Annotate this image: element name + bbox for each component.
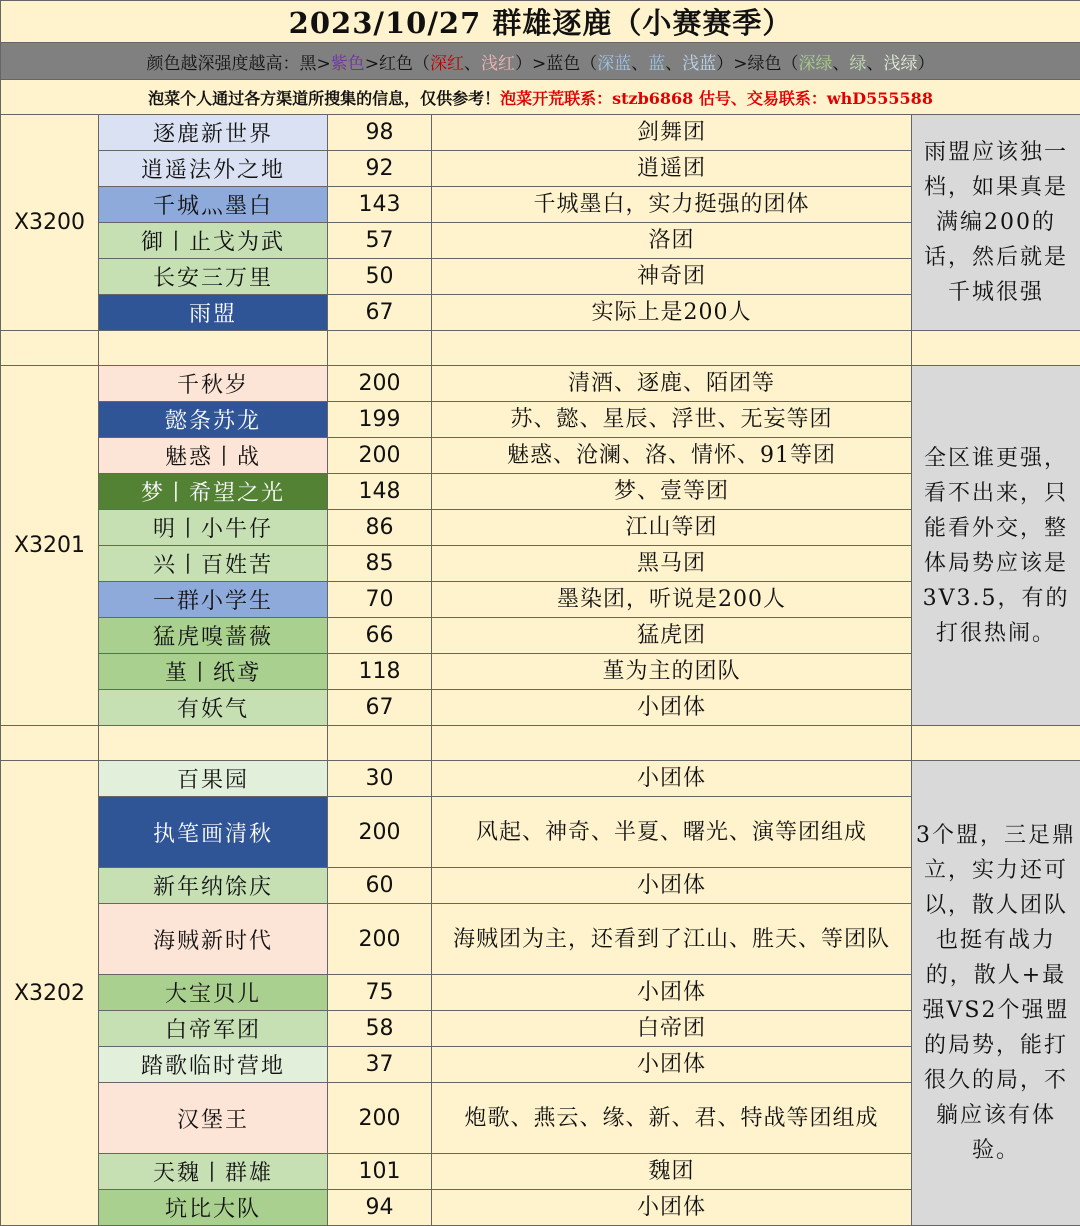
- alliance-name-cell: 兴丨百姓苦: [99, 546, 328, 582]
- member-count-cell: 67: [328, 690, 432, 726]
- server-note-cell: 全区谁更强，看不出来，只能看外交，整体局势应该是3V3.5，有的打很热闹。: [912, 366, 1080, 726]
- alliance-name-cell: 千秋岁: [99, 366, 328, 402]
- legend-green: 绿: [850, 54, 867, 74]
- member-count-cell: 86: [328, 510, 432, 546]
- legend-deep-green: 深绿: [799, 54, 833, 74]
- legend-separator: 、: [631, 54, 648, 74]
- legend-separator: 、: [833, 54, 850, 74]
- legend-green-text: ）>绿色（: [716, 54, 798, 74]
- alliance-name-cell: 堇丨纸鸢: [99, 654, 328, 690]
- server-note-cell: 雨盟应该独一档，如果真是满编200的话，然后就是千城很强: [912, 115, 1080, 331]
- empty-cell: [912, 726, 1080, 761]
- member-count-cell: 92: [328, 151, 432, 187]
- alliance-name-cell: 一群小学生: [99, 582, 328, 618]
- alliance-name-cell: 踏歌临时营地: [99, 1047, 328, 1083]
- description-cell: 千城墨白，实力挺强的团体: [432, 187, 912, 223]
- alliance-name-cell: 大宝贝儿: [99, 975, 328, 1011]
- member-count-cell: 60: [328, 868, 432, 904]
- alliance-name-cell: 新年纳馀庆: [99, 868, 328, 904]
- legend-separator: 、: [464, 54, 481, 74]
- description-cell: 小团体: [432, 868, 912, 904]
- legend-deep-red: 深红: [430, 54, 464, 74]
- alliance-name-cell: 魅惑丨战: [99, 438, 328, 474]
- table-row: [1, 761, 1080, 797]
- legend-suffix: ）: [918, 54, 935, 74]
- alliance-name-cell: 懿条苏龙: [99, 402, 328, 438]
- member-count-cell: 57: [328, 223, 432, 259]
- alliance-name-cell: 白帝军团: [99, 1011, 328, 1047]
- alliance-name-cell: 御丨止戈为武: [99, 223, 328, 259]
- server-cell: X3200: [1, 115, 99, 331]
- description-cell: 神奇团: [432, 259, 912, 295]
- info-banner: [1, 80, 1080, 115]
- alliance-name-cell: 逐鹿新世界: [99, 115, 328, 151]
- legend-purple: 紫色: [331, 54, 365, 74]
- member-count-cell: 75: [328, 975, 432, 1011]
- spacer-row: [1, 331, 1080, 366]
- empty-cell: [432, 331, 912, 366]
- legend-separator: 、: [665, 54, 682, 74]
- member-count-cell: 148: [328, 474, 432, 510]
- member-count-cell: 66: [328, 618, 432, 654]
- description-cell: 逍遥团: [432, 151, 912, 187]
- spacer-row: [1, 726, 1080, 761]
- description-cell: 小团体: [432, 975, 912, 1011]
- table-row: [1, 115, 1080, 151]
- description-cell: 小团体: [432, 1047, 912, 1083]
- description-cell: 小团体: [432, 761, 912, 797]
- description-cell: 炮歌、燕云、缘、新、君、特战等团组成: [432, 1083, 912, 1154]
- member-count-cell: 200: [328, 366, 432, 402]
- empty-cell: [1, 331, 99, 366]
- description-cell: 实际上是200人: [432, 295, 912, 331]
- legend-red-text: >红色（: [365, 54, 430, 74]
- description-cell: 风起、神奇、半夏、曙光、演等团组成: [432, 797, 912, 868]
- member-count-cell: 199: [328, 402, 432, 438]
- description-cell: 江山等团: [432, 510, 912, 546]
- member-count-cell: 85: [328, 546, 432, 582]
- member-count-cell: 30: [328, 761, 432, 797]
- legend-light-red: 浅红: [481, 54, 515, 74]
- description-cell: 魅惑、沧澜、洛、情怀、91等团: [432, 438, 912, 474]
- member-count-cell: 50: [328, 259, 432, 295]
- alliance-name-cell: 天魏丨群雄: [99, 1154, 328, 1190]
- member-count-cell: 58: [328, 1011, 432, 1047]
- alliance-name-cell: 有妖气: [99, 690, 328, 726]
- description-cell: 洛团: [432, 223, 912, 259]
- member-count-cell: 118: [328, 654, 432, 690]
- description-cell: 堇为主的团队: [432, 654, 912, 690]
- alliance-name-cell: 海贼新时代: [99, 904, 328, 975]
- sheet-title: 2023/10/27 群雄逐鹿（小赛赛季）: [1, 1, 1080, 43]
- empty-cell: [328, 726, 432, 761]
- member-count-cell: 101: [328, 1154, 432, 1190]
- empty-cell: [99, 726, 328, 761]
- alliance-name-cell: 坑比大队: [99, 1190, 328, 1226]
- description-cell: 黑马团: [432, 546, 912, 582]
- member-count-cell: 200: [328, 797, 432, 868]
- description-cell: 小团体: [432, 690, 912, 726]
- member-count-cell: 200: [328, 1083, 432, 1154]
- alliance-name-cell: 梦丨希望之光: [99, 474, 328, 510]
- alliance-name-cell: 长安三万里: [99, 259, 328, 295]
- legend-blue-text: ）>蓝色（: [515, 54, 597, 74]
- description-cell: 小团体: [432, 1190, 912, 1226]
- empty-cell: [328, 331, 432, 366]
- legend-separator: 、: [867, 54, 884, 74]
- member-count-cell: 37: [328, 1047, 432, 1083]
- alliance-name-cell: 猛虎嗅蔷薇: [99, 618, 328, 654]
- alliance-name-cell: 逍遥法外之地: [99, 151, 328, 187]
- member-count-cell: 98: [328, 115, 432, 151]
- empty-cell: [99, 331, 328, 366]
- info-text: 泡菜个人通过各方渠道所搜集的信息，仅供参考！: [148, 89, 500, 108]
- member-count-cell: 200: [328, 904, 432, 975]
- member-count-cell: 94: [328, 1190, 432, 1226]
- description-cell: 苏、懿、星辰、浮世、无妄等团: [432, 402, 912, 438]
- legend-prefix: 颜色越深强度越高：黑>: [147, 54, 331, 74]
- table-row: [1, 366, 1080, 402]
- server-cell: X3202: [1, 761, 99, 1226]
- description-cell: 墨染团，听说是200人: [432, 582, 912, 618]
- legend-light-blue: 浅蓝: [682, 54, 716, 74]
- member-count-cell: 70: [328, 582, 432, 618]
- legend-light-green: 浅绿: [884, 54, 918, 74]
- empty-cell: [432, 726, 912, 761]
- alliance-name-cell: 雨盟: [99, 295, 328, 331]
- description-cell: 魏团: [432, 1154, 912, 1190]
- contact-text: 泡菜开荒联系：stzb6868 估号、交易联系：whD555588: [500, 89, 933, 108]
- description-cell: 剑舞团: [432, 115, 912, 151]
- legend-blue: 蓝: [648, 54, 665, 74]
- description-cell: 猛虎团: [432, 618, 912, 654]
- color-legend: [1, 43, 1080, 80]
- member-count-cell: 200: [328, 438, 432, 474]
- description-cell: 清酒、逐鹿、陌团等: [432, 366, 912, 402]
- member-count-cell: 67: [328, 295, 432, 331]
- legend-deep-blue: 深蓝: [597, 54, 631, 74]
- member-count-cell: 143: [328, 187, 432, 223]
- description-cell: 梦、壹等团: [432, 474, 912, 510]
- alliance-name-cell: 百果园: [99, 761, 328, 797]
- description-cell: 海贼团为主，还看到了江山、胜天、等团队: [432, 904, 912, 975]
- alliance-name-cell: 汉堡王: [99, 1083, 328, 1154]
- server-cell: X3201: [1, 366, 99, 726]
- empty-cell: [1, 726, 99, 761]
- empty-cell: [912, 331, 1080, 366]
- description-cell: 白帝团: [432, 1011, 912, 1047]
- server-note-cell: 3个盟，三足鼎立，实力还可以，散人团队也挺有战力的，散人+最强VS2个强盟的局势，能打很久的局，不躺应该有体验。: [912, 761, 1080, 1226]
- alliance-name-cell: 执笔画清秋: [99, 797, 328, 868]
- alliance-name-cell: 明丨小牛仔: [99, 510, 328, 546]
- alliance-name-cell: 千城灬墨白: [99, 187, 328, 223]
